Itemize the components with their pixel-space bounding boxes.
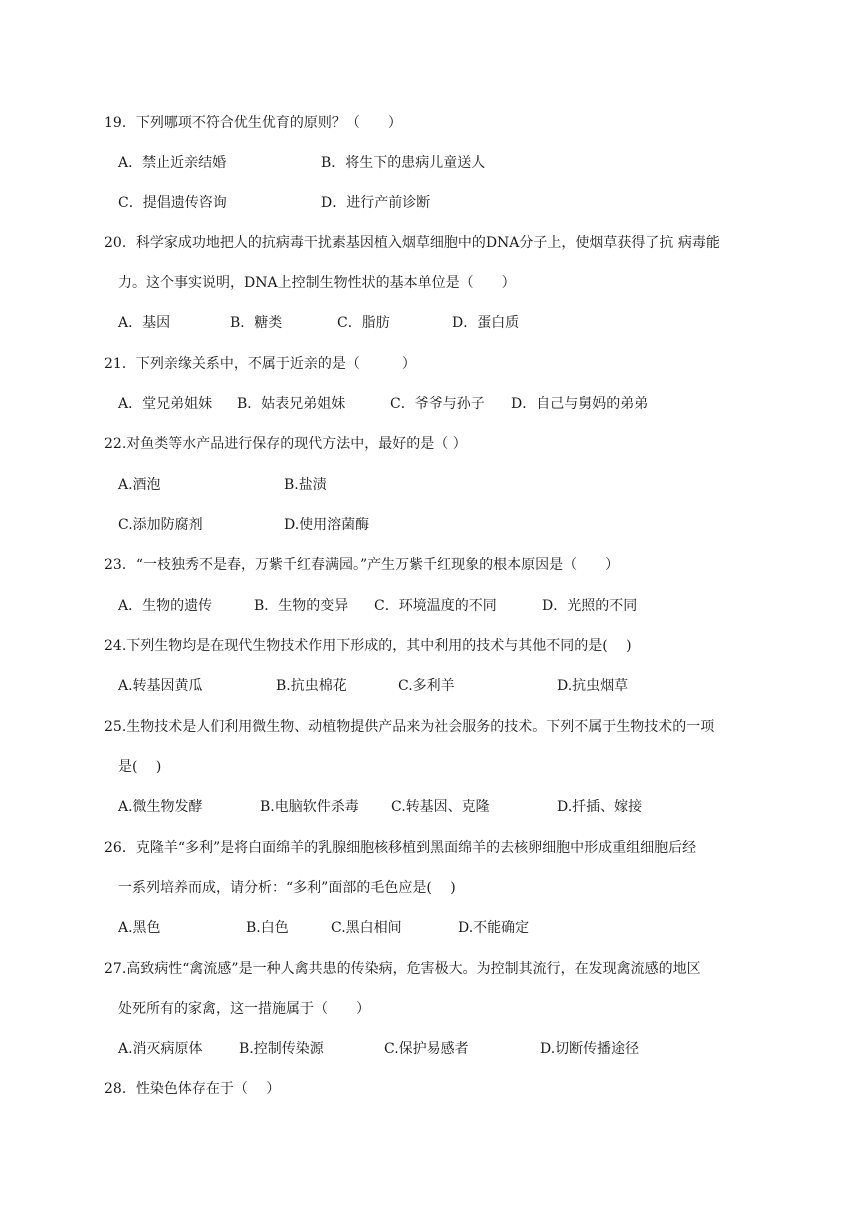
option-d: D.切断传播途径 — [540, 1041, 640, 1057]
question-25-options — [0, 798, 860, 816]
option-a: A．生物的遗传 — [118, 598, 213, 614]
option-d: D.使用溶菌酶 — [284, 517, 370, 533]
option-d: D.不能确定 — [458, 920, 530, 936]
option-a: A.消灭病原体 — [118, 1041, 203, 1057]
question-24-stem: 24.下列生物均是在现代生物技术作用下形成的，其中利用的技术与其他不同的是( ) — [104, 638, 632, 654]
question-28-stem: 28．性染色体存在于（ ） — [104, 1081, 281, 1097]
question-22-options-row-1 — [0, 476, 860, 494]
question-26-stem: 26．克隆羊“多利”是将白面绵羊的乳腺细胞核移植到黑面绵羊的去核卵细胞中形成重组细胞后经 — [104, 840, 697, 856]
option-d: D．光照的不同 — [542, 598, 638, 614]
option-a: A.酒泡 — [118, 477, 161, 493]
option-a: A.黑色 — [118, 920, 161, 936]
option-b: B．糖类 — [230, 315, 283, 331]
question-24-options — [0, 677, 860, 695]
option-c: C．提倡遗传咨询 — [118, 195, 227, 211]
option-b: B.盐渍 — [284, 477, 327, 493]
option-b: B．生物的变异 — [254, 598, 349, 614]
question-19-options-row-2 — [0, 194, 860, 212]
option-c: C．环境温度的不同 — [374, 598, 497, 614]
option-d: D．进行产前诊断 — [321, 195, 431, 211]
question-27-stem-continued: 处死所有的家禽，这一措施属于（ ） — [118, 1001, 370, 1017]
option-a: A．禁止近亲结婚 — [118, 155, 227, 171]
option-d: D.扦插、嫁接 — [557, 799, 643, 815]
option-c: C．爷爷与孙子 — [390, 396, 485, 412]
option-c: C.黑白相间 — [331, 920, 402, 936]
question-19-stem: 19．下列哪项不符合优生优育的原则？（ ） — [104, 115, 402, 131]
question-22-options-row-2 — [0, 516, 860, 534]
question-26-stem-continued: 一系列培养而成，请分析：“多利”面部的毛色应是( ) — [118, 880, 456, 896]
option-a: A.转基因黄瓜 — [118, 678, 203, 694]
question-26-options — [0, 919, 860, 937]
option-c: C.多利羊 — [398, 678, 455, 694]
question-20-stem: 20．科学家成功地把人的抗病毒干扰素基因植入烟草细胞中的DNA分子上，使烟草获得了抗 病毒能 — [104, 235, 720, 251]
question-27-options — [0, 1040, 860, 1058]
option-d: D．自己与舅妈的弟弟 — [511, 396, 649, 412]
question-25-stem: 25.生物技术是人们利用微生物、动植物提供产品来为社会服务的技术。下列不属于生物技术的一项 — [104, 719, 715, 735]
question-21-options — [0, 395, 860, 413]
option-c: C.保护易感者 — [384, 1041, 469, 1057]
option-b: B．将生下的患病儿童送人 — [321, 155, 486, 171]
option-b: B．姑表兄弟姐妹 — [237, 396, 346, 412]
question-23-stem: 23．“一枝独秀不是春，万紫千红春满园。”产生万紫千红现象的根本原因是（ ） — [104, 557, 620, 573]
question-20-stem-continued: 力。这个事实说明，DNA上控制生物性状的基本单位是（ ） — [118, 275, 516, 291]
option-d: D．蛋白质 — [452, 315, 520, 331]
question-21-stem: 21．下列亲缘关系中，不属于近亲的是（ ） — [104, 356, 416, 372]
option-a: A．堂兄弟姐妹 — [118, 396, 213, 412]
option-c: C.转基因、克隆 — [391, 799, 490, 815]
question-20-options — [0, 314, 860, 332]
question-23-options — [0, 597, 860, 615]
option-b: B.抗虫棉花 — [276, 678, 347, 694]
question-22-stem: 22.对鱼类等水产品进行保存的现代方法中，最好的是（ ） — [104, 436, 467, 452]
option-c: C．脂肪 — [337, 315, 390, 331]
option-a: A.微生物发酵 — [118, 799, 203, 815]
option-b: B.电脑软件杀毒 — [260, 799, 359, 815]
option-b: B.控制传染源 — [239, 1041, 324, 1057]
question-25-stem-continued: 是( ) — [118, 759, 162, 775]
option-b: B.白色 — [246, 920, 289, 936]
option-a: A．基因 — [118, 315, 171, 331]
option-d: D.抗虫烟草 — [557, 678, 629, 694]
question-19-options-row-1 — [0, 154, 860, 172]
question-27-stem: 27.高致病性“禽流感”是一种人禽共患的传染病，危害极大。为控制其流行，在发现禽流感的地区 — [104, 961, 701, 977]
option-c: C.添加防腐剂 — [118, 517, 203, 533]
